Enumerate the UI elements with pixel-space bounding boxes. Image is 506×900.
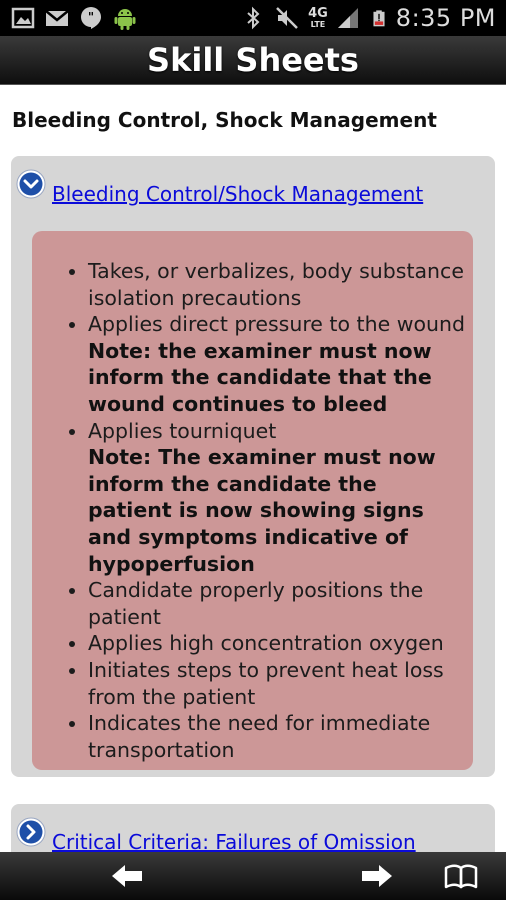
skill-step	[88, 418, 465, 578]
image-icon	[10, 5, 36, 31]
network-sub-label: LTE	[310, 19, 326, 29]
bluetooth-icon	[240, 5, 266, 31]
section-link-bleeding-control[interactable]: Bleeding Control/Shock Management	[52, 182, 424, 206]
examiner-note: Note: the examiner must now inform the candidate that the wound continues to bleed	[88, 338, 432, 416]
bottom-navigation-bar	[0, 852, 506, 900]
battery-alert-icon	[370, 5, 388, 31]
chevron-right-icon[interactable]	[16, 817, 46, 847]
skill-step-text: Indicates the need for immediate transportation	[88, 711, 431, 762]
skill-step	[88, 630, 465, 657]
page-content[interactable]	[0, 84, 506, 852]
signal-icon	[336, 5, 362, 31]
status-notifications	[10, 4, 138, 32]
page-heading: Bleeding Control, Shock Management	[12, 108, 437, 132]
skill-step	[88, 577, 465, 630]
skill-step-text: Applies tourniquet	[88, 418, 277, 443]
skill-step-text: Applies direct pressure to the wound	[88, 312, 465, 337]
examiner-note: Note: The examiner must now inform the candidate the patient is now showing signs and symptoms indicative of hypoperfusion	[88, 445, 436, 576]
skill-step	[88, 657, 465, 710]
network-indicator	[308, 5, 328, 29]
skill-step-text: Takes, or verbalizes, body substance isolation precautions	[88, 259, 464, 310]
mute-icon	[274, 5, 300, 31]
skill-step-text: Initiates steps to prevent heat loss from the patient	[88, 657, 444, 709]
android-icon	[112, 5, 138, 31]
back-arrow-icon[interactable]	[110, 861, 144, 891]
skill-step-list	[32, 258, 465, 763]
skill-step	[88, 311, 465, 417]
app-title-bar	[0, 36, 506, 85]
app-title: Skill Sheets	[147, 41, 359, 79]
chevron-down-icon[interactable]	[16, 169, 46, 199]
network-label: 4G	[308, 5, 328, 21]
hangouts-icon	[78, 5, 104, 31]
book-icon[interactable]	[444, 861, 478, 891]
gmail-icon	[44, 5, 70, 31]
status-bar	[0, 0, 506, 36]
svg-text:": "	[87, 10, 95, 24]
forward-arrow-icon[interactable]	[360, 861, 394, 891]
section-bleeding-control	[11, 156, 495, 777]
clock: 8:35 PM	[395, 4, 496, 32]
skill-step	[88, 258, 465, 311]
skill-checklist	[32, 231, 473, 770]
skill-step	[88, 710, 465, 763]
skill-step-text: Applies high concentration oxygen	[88, 631, 444, 656]
section-critical-criteria	[11, 804, 495, 852]
status-indicators	[240, 4, 496, 32]
section-link-critical-criteria[interactable]: Critical Criteria: Failures of Omission	[52, 830, 416, 852]
skill-step-text: Candidate properly positions the patient	[88, 578, 424, 629]
